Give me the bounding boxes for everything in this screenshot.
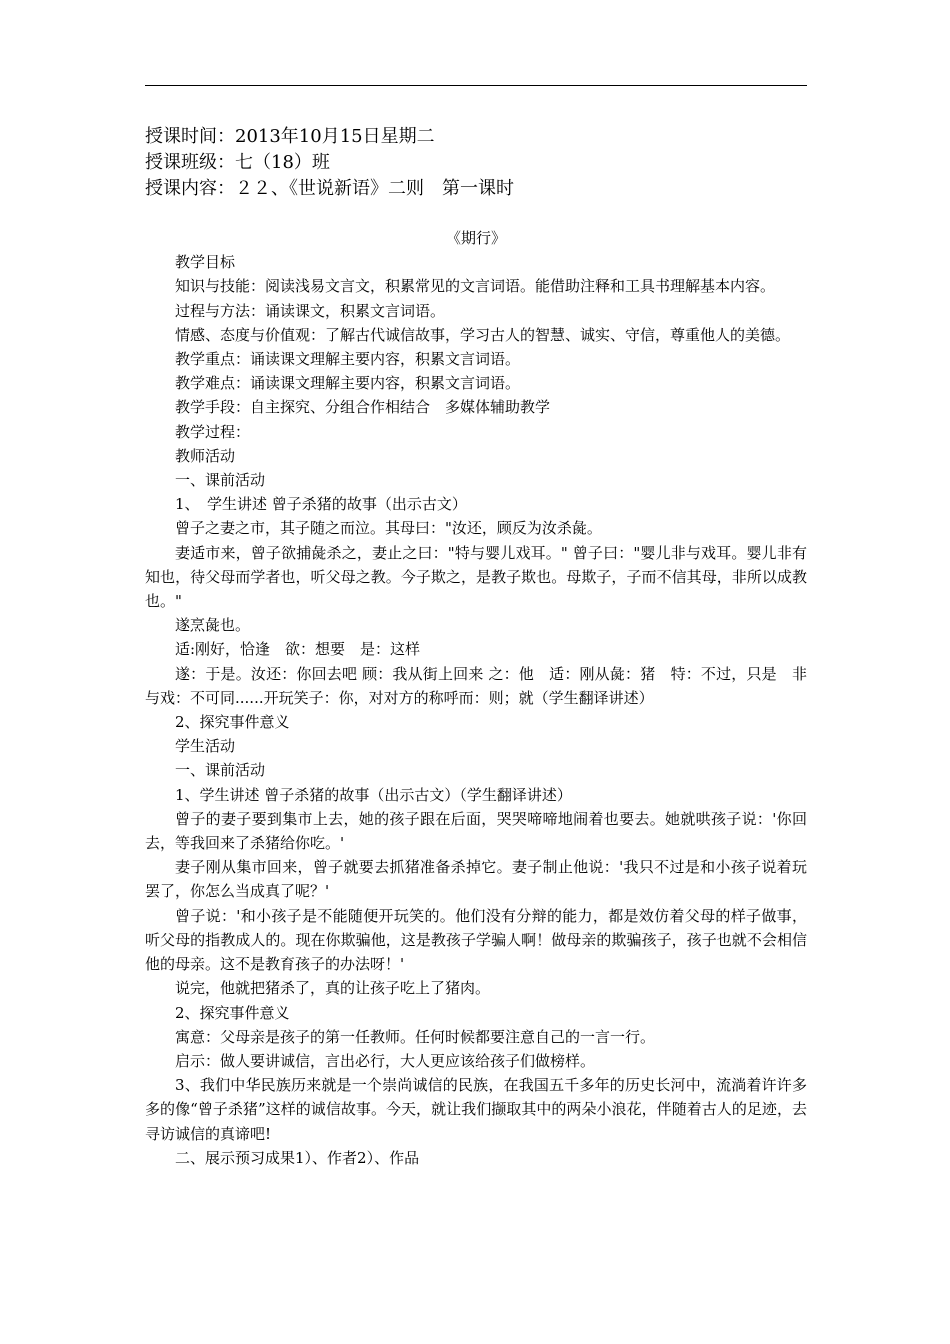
lesson-title: 《期行》	[445, 229, 506, 247]
paragraph: 遂：于是。汝还：你回去吧 顾：我从街上回来 之：他 适：刚从彘：猪 特：不过，只是 非与戏：不可同......开玩笑子：你，对对方的称呼而：则；就（学生翻译讲述）	[145, 664, 807, 707]
paragraph: 教学重点：诵读课文理解主要内容，积累文言词语。	[175, 350, 521, 369]
paragraph: 适:刚好，恰逢 欲：想要 是：这样	[175, 640, 421, 659]
paragraph: 3、我们中华民族历来就是一个崇尚诚信的民族，在我国五千多年的历史长河中，流淌着许许多多的像“曾子杀猪”这样的诚信故事。今天，就让我们撷取其中的两朵小浪花，伴随着古人的足迹，去寻访诚信的真谛吧!	[145, 1076, 807, 1143]
paragraph: 过程与方法：诵读课文，积累文言词语。	[175, 301, 446, 320]
paragraph: 情感、态度与价值观：了解古代诚信故事，学习古人的智慧、诚实、守信，尊重他人的美德。	[175, 325, 791, 344]
paragraph: 曾子的妻子要到集市上去，她的孩子跟在后面，哭哭啼啼地闹着也要去。她就哄孩子说：'你回去，等我回来了杀猪给你吃。'	[145, 809, 807, 853]
lesson-class: 授课班级：七（18）班	[145, 152, 330, 173]
paragraph: 启示：做人要讲诚信，言出必行，大人更应该给孩子们做榜样。	[175, 1051, 596, 1070]
paragraph: 学生活动	[175, 737, 236, 756]
paragraph: 1、学生讲述 曾子杀猪的故事（出示古文）（学生翻译讲述）	[175, 785, 572, 804]
paragraph: 2、探究事件意义	[175, 1003, 290, 1022]
paragraph: 二、展示预习成果1）、作者2）、作品	[175, 1148, 420, 1167]
paragraph: 知识与技能：阅读浅易文言文，积累常见的文言词语。能借助注释和工具书理解基本内容。	[175, 277, 776, 296]
lesson-body	[145, 226, 807, 1170]
paragraph: 曾子说：'和小孩子是不能随便开玩笑的。他们没有分辩的能力，都是效仿着父母的样子做事，听父母的指教成人的。现在你欺骗他，这是教孩子学骗人啊！做母亲的欺骗孩子，孩子也就不会相信他的母亲。这不是教育孩子的办法呀！'	[145, 906, 807, 974]
paragraph: 寓意：父母亲是孩子的第一任教师。任何时候都要注意自己的一言一行。	[175, 1027, 656, 1046]
paragraph: 一、课前活动	[175, 471, 266, 490]
lesson-time: 授课时间：2013年10月15日星期二	[145, 126, 435, 147]
lesson-content: 授课内容：２２、《世说新语》二则 第一课时	[145, 178, 514, 199]
paragraph: 曾子之妻之市，其子随之而泣。其母曰："汝还，顾反为汝杀彘。	[175, 519, 602, 538]
paragraph: 教学目标	[175, 253, 236, 272]
paragraph: 一、课前活动	[175, 761, 266, 780]
paragraph: 妻子刚从集市回来，曾子就要去抓猪准备杀掉它。妻子制止他说：'我只不过是和小孩子说着玩罢了，你怎么当成真了呢？'	[145, 858, 807, 901]
paragraph: 妻适市来，曾子欲捕彘杀之，妻止之曰："特与婴儿戏耳。" 曾子曰："婴儿非与戏耳。婴儿非有知也，待父母而学者也，听父母之教。今子欺之，是教子欺也。母欺子，子而不信其母，非所以成教也。"	[145, 543, 807, 611]
paragraph: 教学难点：诵读课文理解主要内容，积累文言词语。	[175, 374, 521, 393]
lesson-header	[145, 124, 807, 202]
header-rule	[145, 85, 807, 86]
paragraph: 教学过程：	[175, 422, 251, 441]
paragraph: 遂烹彘也。	[175, 616, 251, 635]
paragraph: 2、探究事件意义	[175, 713, 290, 732]
paragraph: 1、 学生讲述 曾子杀猪的故事（出示古文）	[175, 495, 467, 514]
paragraph: 教师活动	[175, 446, 236, 465]
paragraph: 教学手段：自主探究、分组合作相结合 多媒体辅助教学	[175, 398, 551, 417]
paragraph: 说完，他就把猪杀了，真的让孩子吃上了猪肉。	[175, 979, 491, 998]
